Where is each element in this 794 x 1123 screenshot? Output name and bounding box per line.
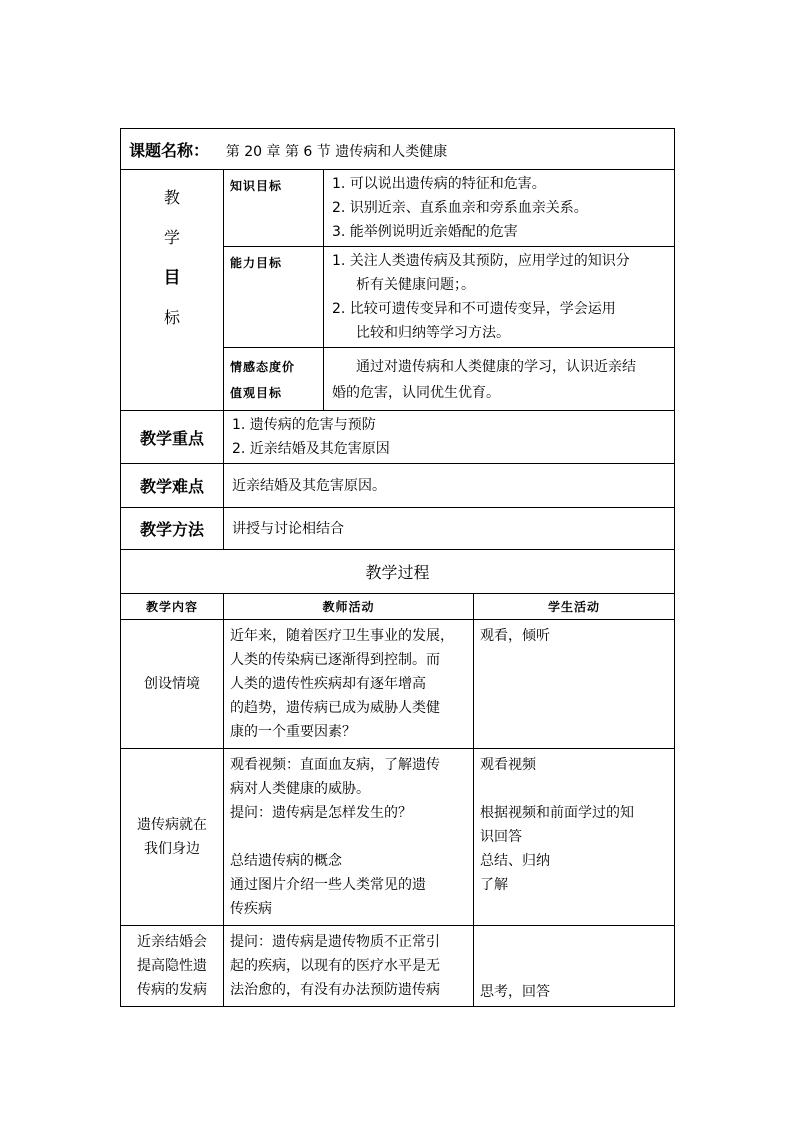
list-item-continued: 析有关健康问题；。 [356, 277, 475, 293]
list-item: 2. 识别近亲、直系血亲和旁系血亲关系。 [332, 200, 588, 216]
knowledge-goal-label: 知识目标 [224, 170, 324, 247]
list-item-continued: 比较和归纳等学习方法。 [356, 325, 510, 341]
objectives-heading-char: 标 [163, 308, 180, 327]
method-text: 讲授与讨论相结合 [224, 508, 675, 550]
process-title-row [121, 550, 675, 594]
text-line: 人类的遗传性疾病却有逐年增高 [230, 676, 426, 692]
text-line: 提高隐性遗 [137, 958, 207, 974]
text-line: 思考，回答 [480, 984, 550, 1000]
objectives-heading-char: 目 [163, 268, 181, 288]
list-item: 2. 近亲结婚及其危害原因 [232, 441, 390, 457]
text-line: 传疾病 [230, 901, 272, 917]
text-line: 通过图片介绍一些人类常见的遗 [230, 877, 426, 893]
text-line: 的趋势，遗传病已成为威胁人类健 [230, 700, 440, 716]
process-content: 创设情境 [121, 620, 224, 749]
list-item: 2. 比较可遗传变异和不可遗传变异，学会运用 [332, 301, 616, 317]
text-line: 根据视频和前面学过的知 [480, 805, 634, 821]
process-content [121, 749, 224, 926]
lesson-plan-page [120, 128, 674, 1007]
list-item: 3. 能举例说明近亲婚配的危害 [332, 224, 518, 240]
objectives-heading [121, 170, 224, 411]
ability-goal-list [324, 247, 675, 348]
text-line: 人类的传染病已逐渐得到控制。而 [230, 652, 440, 668]
text-line: 观看，倾听 [480, 628, 550, 644]
text-line: 识回答 [480, 829, 522, 845]
key-points-label: 教学重点 [121, 411, 224, 464]
text-line: 康的一个重要因素？ [230, 724, 356, 740]
text-line: 提问：遗传病是遗传物质不正常引 [230, 934, 440, 950]
objectives-heading-char: 教 [163, 188, 180, 207]
emotion-goal-label-line: 值观目标 [230, 386, 283, 400]
difficulties-label: 教学难点 [121, 464, 224, 508]
process-row [121, 926, 675, 1007]
text-line: 观看视频 [480, 757, 536, 773]
emotion-goal-text [324, 348, 675, 411]
title-label: 课题名称： [129, 140, 210, 160]
text-line: 我们身边 [144, 841, 200, 857]
text-line: 起的疾病，以现有的医疗水平是无 [230, 958, 440, 974]
text-line: 总结遗传病的概念 [230, 853, 342, 869]
text-line: 提问：遗传病是怎样发生的？ [230, 805, 412, 821]
objectives-heading-char: 学 [163, 228, 180, 247]
process-title: 教学过程 [121, 550, 675, 594]
title-row [121, 129, 675, 170]
title-cell [121, 129, 675, 170]
teacher-activity [224, 620, 474, 749]
list-item: 1. 关注人类遗传病及其预防，应用学过的知识分 [332, 253, 630, 269]
column-header-teacher: 教师活动 [224, 594, 474, 620]
method-row [121, 508, 675, 550]
difficulties-text: 近亲结婚及其危害原因。 [224, 464, 675, 508]
knowledge-goal-list [324, 170, 675, 247]
emotion-goal-label-line: 情感态度价 [230, 360, 296, 374]
text-line: 病对人类健康的威胁。 [230, 781, 370, 797]
key-points-row [121, 411, 675, 464]
list-item: 1. 可以说出遗传病的特征和危害。 [332, 176, 546, 192]
ability-goal-label: 能力目标 [224, 247, 324, 348]
text-line: 遗传病就在 [137, 817, 207, 833]
text-line: 观看视频：直面血友病，了解遗传 [230, 757, 440, 773]
spacer [480, 777, 668, 801]
student-activity [474, 620, 675, 749]
text-line: 近亲结婚会 [137, 934, 207, 950]
text-line: 总结、归纳 [480, 853, 550, 869]
column-header-content: 教学内容 [121, 594, 224, 620]
process-content [121, 926, 224, 1007]
paragraph-line: 通过对遗传病和人类健康的学习，认识近亲结 [356, 359, 636, 375]
student-activity [474, 926, 675, 1007]
text-line: 传病的发病 [137, 982, 207, 998]
process-row [121, 749, 675, 926]
teacher-activity [224, 926, 474, 1007]
key-points-list [224, 411, 675, 464]
lesson-plan-table [120, 128, 675, 1007]
paragraph-line: 婚的危害，认同优生优育。 [332, 385, 500, 401]
text-line: 法治愈的，有没有办法预防遗传病 [230, 982, 440, 998]
knowledge-goal-row [121, 170, 675, 247]
list-item: 1. 遗传病的危害与预防 [232, 417, 376, 433]
text-line: 近年来，随着医疗卫生事业的发展， [230, 628, 454, 644]
student-activity [474, 749, 675, 926]
method-label: 教学方法 [121, 508, 224, 550]
teacher-activity [224, 749, 474, 926]
difficulties-row [121, 464, 675, 508]
column-header-student: 学生活动 [474, 594, 675, 620]
text-line: 了解 [480, 877, 508, 893]
spacer [230, 825, 467, 849]
process-row [121, 620, 675, 749]
lesson-title: 第 20 章 第 6 节 遗传病和人类健康 [225, 143, 448, 160]
process-header-row [121, 594, 675, 620]
emotion-goal-label [224, 348, 324, 411]
